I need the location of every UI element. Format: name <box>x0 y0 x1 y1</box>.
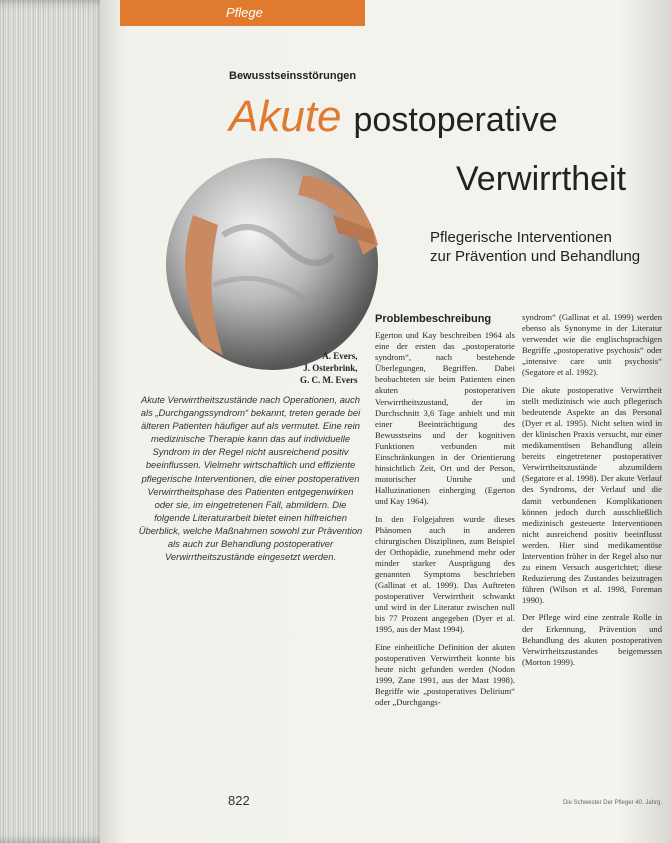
paragraph: Die akute postoperative Verwirrtheit stellt medizinisch wie auch pflegerisch bedeutende Aspekte an das Personal (Dyer et al. 1995). Nicht selten wird in der klinischen Praxis versucht, nur einer medikamentösen Behandlung allein bereits eingetretener postoperativer Verwirrtheitszustände abzumildern (Segatore et al. 1998). Der akute Verlauf des Syndroms, der Verlauf und die damit verbundenen Komplikationen können jedoch durch ausschließlich medizinisch gesteuerte Interventionen nicht ausreichend positiv beeinflusst werden. Hier sind medikamentöse Intervention früher in der Regel also nur zu einem Versuch ausgerichtet; diese Reduzierung des Zustandes beizutragen führen (Wilson et al. 1998, Foreman 1990). <box>522 384 662 606</box>
title-verwirrtheit: Verwirrtheit <box>456 160 627 198</box>
subtitle-line2: zur Prävention und Behandlung <box>430 248 641 265</box>
paragraph: Eine einheitliche Definition der akuten postoperativen Verwirrtheit konnte bis heute nicht gefunden werden (Nodon 1999, Zane 1991, aus der Mast 1998). Begriffe wie „postoperatives Delirium“ oder „Durchgangs- <box>375 641 515 707</box>
journal-footer: Die Schwester Der Pfleger 40. Jahrg. <box>562 800 662 806</box>
paragraph: syndrom“ (Gallinat et al. 1999) werden ebenso als Synonyme in der Literatur verwendet wie die englischsprachigen Begriffe „postoperative psychosis“ oder „intensive care unit psychosis“ (Segatore et al. 1992). <box>522 312 662 378</box>
article-subtitle <box>430 228 640 266</box>
author-list <box>300 350 358 386</box>
author: A. Evers, <box>322 351 358 361</box>
paragraph: Egerton und Kay beschreiben 1964 als eine der ersten das „postoperatorie syndrom“, nach bestehende Überlegungen, Begriffen. Dabei beobachteten sie beim Patienten einen akuten postoperativen Verwirrtheitszustand, der im Durchschnitt 3,6 Tage anhielt und mit einer Beeinträchtigung des Bewusstseins und der kognitiven Funktionen verbunden mit Einschränkungen in der Orientierung hinsichtlich Zeit, Ort und der Person, motorischer Unruhe und Halluzinationen einherging (Egerton und Kay 1964). <box>375 330 515 507</box>
hands-globe-illustration <box>163 155 381 373</box>
title-akute: Akute <box>229 92 342 141</box>
title-postoperative: postoperative <box>353 101 558 139</box>
book-page-edges <box>0 0 110 843</box>
globe-image <box>163 155 381 373</box>
section-heading: Problembeschreibung <box>375 313 492 325</box>
paragraph: Der Pflege wird eine zentrale Rolle in der Erkennung, Prävention und Behandlung des akuten postoperativen Verwirrheitszustandes beigemessen (Morton 1999). <box>522 612 662 667</box>
article-title-line1 <box>229 92 558 142</box>
page-number: 822 <box>228 793 250 808</box>
author: J. Osterbrink, <box>303 363 358 373</box>
subtitle-line1: Pflegerische Interventionen <box>430 229 612 246</box>
section-tab <box>120 0 365 26</box>
article-kicker: Bewusstseinsstörungen <box>229 70 357 82</box>
text-column-1 <box>375 330 515 714</box>
article-lead: Akute Verwirrtheitszustände nach Operationen, auch als „Durchgangssyndrom“ bekannt, treten gerade bei älteren Patienten häufiger auf als vermutet. Eine rein medizinische Therapie kann das auf individuelle Syndrom in der Regel nicht ausreichend positiv beeinflussen. Vielmehr wirtschaftlich und effiziente pflegerische Interventionen, die einer postoperativen Verwirrtheitsphase des Patienten entgegenwirken oder sie, im eingetretenen Fall, abmildern. Die folgende Literaturarbeit bietet einen hilfreichen Überblick, welche Maßnahmen sowohl zur Prävention als auch zur Behandlung postoperativer Verwirrtheitszustände eingesetzt werden. <box>138 394 363 563</box>
author: G. C. M. Evers <box>300 375 358 385</box>
text-column-2 <box>522 312 662 674</box>
section-label: Pflege <box>226 5 263 20</box>
paragraph: In den Folgejahren wurde dieses Phänomen auch in anderen chirurgischen Disziplinen, zum Beispiel der Orthopädie, zunehmend mehr oder minder starker Ausprägung des genannten Symptoms beschrieben (Gallinat et al. 1999). Das Auftreten postoperativer Verwirrtheit schwankt und wird in der Literatur zwischen null bis 77 Prozent angegeben (Dyer et al. 1995, aus der Mast 1994). <box>375 513 515 635</box>
